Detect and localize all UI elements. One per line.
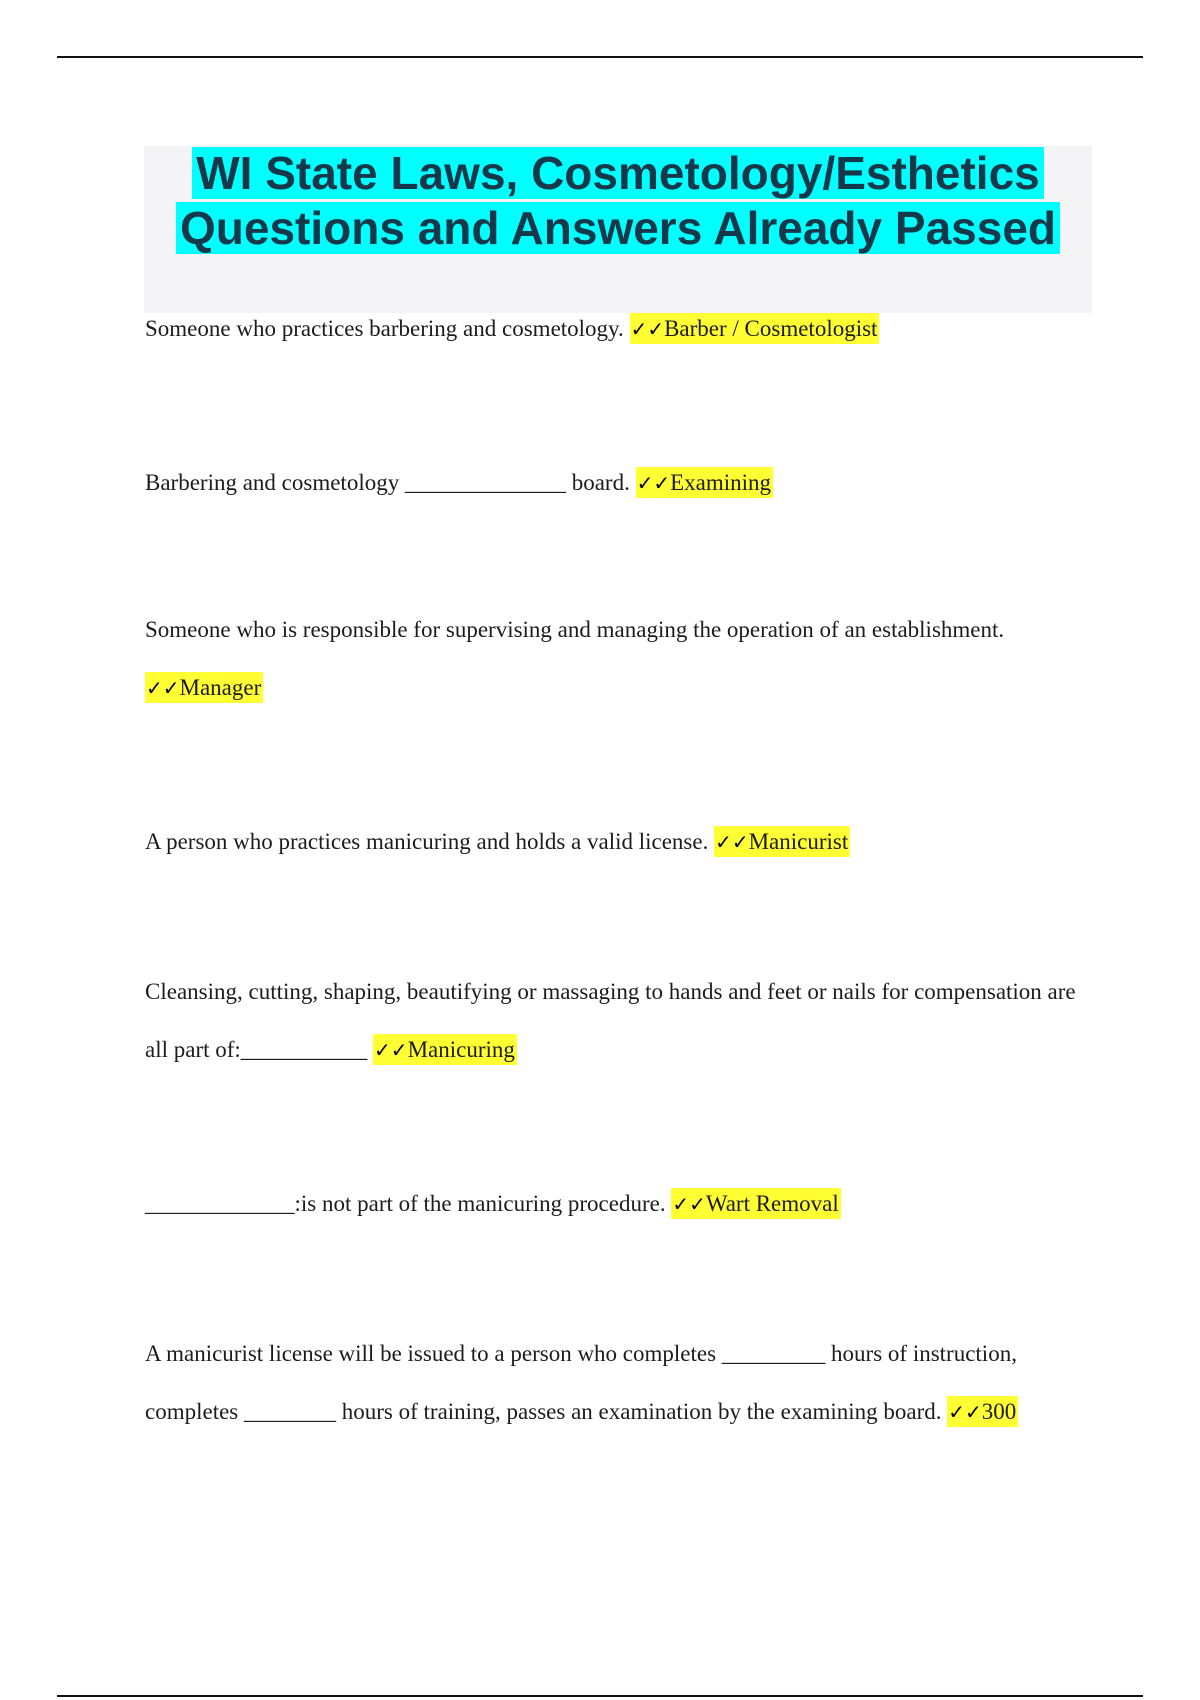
qa-item — [145, 454, 1095, 512]
check-icon: ✓✓ — [715, 830, 749, 854]
check-icon: ✓✓ — [374, 1038, 408, 1062]
check-icon: ✓✓ — [636, 471, 671, 495]
question-text: A person who practices manicuring and holds a valid license. — [145, 829, 709, 854]
title-line-1: WI State Laws, Cosmetology/Esthetics — [192, 147, 1044, 199]
answer-text: Examining — [670, 470, 772, 495]
qa-item — [145, 1325, 1095, 1441]
check-icon: ✓✓ — [672, 1192, 706, 1216]
check-icon: ✓✓ — [146, 676, 180, 700]
answer-highlight — [671, 1188, 840, 1219]
answer-text: 300 — [981, 1399, 1017, 1424]
check-icon: ✓✓ — [630, 317, 665, 341]
answer-highlight — [145, 672, 263, 703]
answer-highlight — [714, 826, 850, 857]
answer-text: Manicuring — [407, 1037, 515, 1062]
check-icon: ✓✓ — [948, 1400, 982, 1424]
question-text: Cleansing, cutting, shaping, beautifying or massaging to hands and feet or nails for compensation are all part of:___________ — [145, 979, 1076, 1062]
answer-highlight — [373, 1034, 517, 1065]
header-rule — [57, 56, 1143, 58]
qa-item — [145, 300, 1095, 358]
title-line-2: Questions and Answers Already Passed — [176, 202, 1060, 254]
question-text: _____________:is not part of the manicuring procedure. — [145, 1191, 666, 1216]
answer-text: Manager — [179, 675, 262, 700]
question-text: A manicurist license will be issued to a person who completes _________ hours of instruction, completes ________ hours of training, passes an examination by the examining board. — [145, 1341, 1017, 1424]
answer-highlight — [630, 313, 880, 344]
qa-item — [145, 963, 1095, 1079]
answer-highlight — [636, 467, 773, 498]
answer-text: Barber / Cosmetologist — [664, 316, 878, 341]
answer-text: Wart Removal — [705, 1191, 839, 1216]
answer-highlight — [947, 1396, 1018, 1427]
qa-item — [145, 601, 1095, 717]
question-text: Someone who practices barbering and cosmetology. — [145, 316, 624, 341]
answer-text: Manicurist — [748, 829, 849, 854]
document-title — [144, 146, 1092, 256]
qa-item — [145, 1175, 1095, 1233]
question-text: Barbering and cosmetology ______________ board. — [145, 470, 630, 495]
footer-rule — [57, 1695, 1143, 1697]
qa-item — [145, 813, 1095, 871]
question-text: Someone who is responsible for supervising and managing the operation of an establishment. — [145, 617, 1005, 642]
